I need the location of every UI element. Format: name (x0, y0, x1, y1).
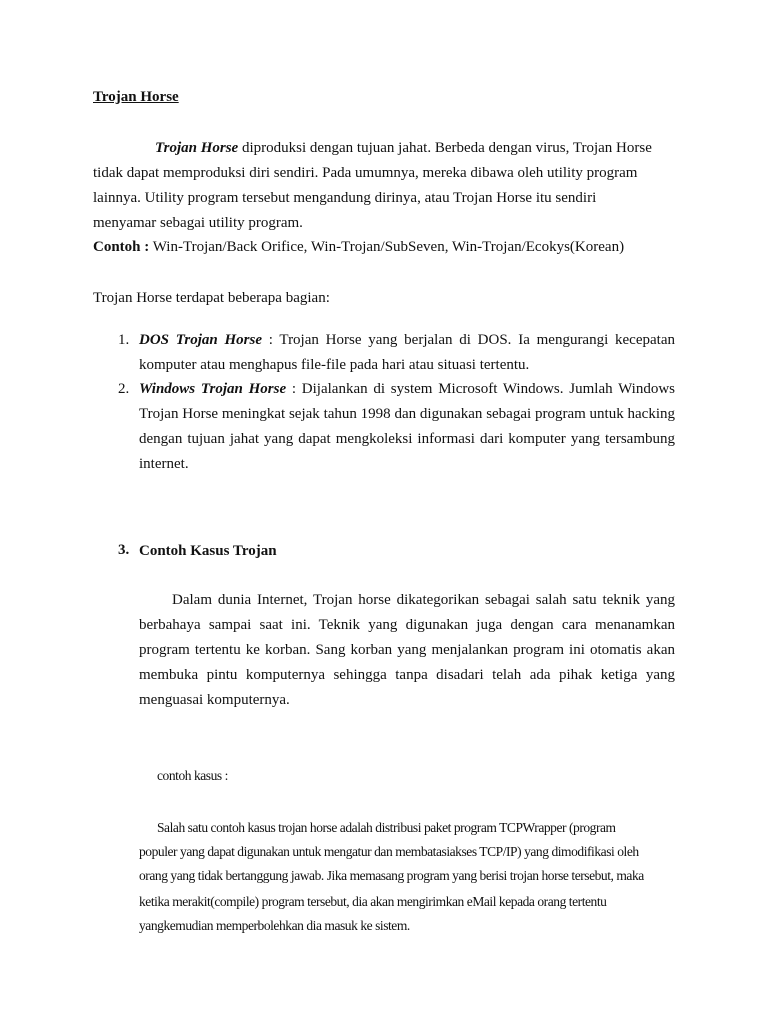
case-line-4: ketika merakit(compile) program tersebut, dia akan mengirimkan eMail kepada orang tertentu (139, 894, 607, 909)
case-line-1: Salah satu contoh kasus trojan horse adalah distribusi paket program TCPWrapper (program (157, 820, 616, 835)
list-item-1 (139, 328, 675, 378)
list-item-2-term: Windows Trojan Horse (139, 381, 287, 397)
intro-lead-text: diproduksi dengan tujuan jahat. Berbeda dengan virus, Trojan Horse (238, 140, 652, 156)
intro-term: Trojan Horse (155, 140, 239, 156)
case-line-3: orang yang tidak bertanggung jawab. Jika memasang program yang berisi trojan horse tersebut, maka (139, 868, 644, 883)
section3-number: 3. (118, 542, 130, 558)
intro-line-2: tidak dapat memproduksi diri sendiri. Pada umumnya, mereka dibawa oleh utility program (93, 165, 638, 181)
list-number-1: 1. (118, 332, 130, 348)
example-line (93, 237, 624, 257)
section3-paragraph: Dalam dunia Internet, Trojan horse dikategorikan sebagai salah satu teknik yang berbahaya sampai saat ini. Teknik yang digunakan juga dengan cara menanamkan program tertentu ke korban. Sang korban yang menjalankan program ini otomatis akan membuka pintu komputernya sehingga tanpa disadari telah ada pihak ketiga yang menguasai komputernya. (139, 592, 675, 708)
list-item-1-text: : Trojan Horse yang berjalan di DOS. Ia mengurangi kecepatan komputer atau menghapus file-file pada hari atau situasi tertentu. (139, 332, 675, 373)
case-line-2: populer yang dapat digunakan untuk mengatur dan membatasiakses TCP/IP) yang dimodifikasi oleh (139, 844, 639, 859)
parts-intro: Trojan Horse terdapat beberapa bagian: (93, 290, 330, 306)
example-text: Win-Trojan/Back Orifice, Win-Trojan/SubSeven, Win-Trojan/Ecokys(Korean) (149, 239, 625, 255)
list-number-2: 2. (118, 381, 130, 397)
case-line-5: yangkemudian memperbolehkan dia masuk ke sistem. (139, 918, 410, 933)
list-item-1-term: DOS Trojan Horse (139, 332, 262, 348)
case-label: contoh kasus : (157, 768, 228, 783)
intro-first-line (155, 138, 652, 158)
intro-line-4: menyamar sebagai utility program. (93, 215, 303, 231)
example-label: Contoh : (93, 239, 150, 255)
list-item-2-text: : Dijalankan di system Microsoft Windows. Jumlah Windows Trojan Horse meningkat sejak tahun 1998 dan digunakan sebagai program untuk hacking dengan tujuan jahat yang dapat mengkoleksi informasi dari komputer yang tersambung internet. (139, 381, 675, 472)
section3-heading: Contoh Kasus Trojan (139, 543, 277, 559)
document-title: Trojan Horse (93, 89, 179, 105)
intro-line-3: lainnya. Utility program tersebut mengandung dirinya, atau Trojan Horse itu sendiri (93, 190, 597, 206)
list-item-2 (139, 377, 675, 477)
